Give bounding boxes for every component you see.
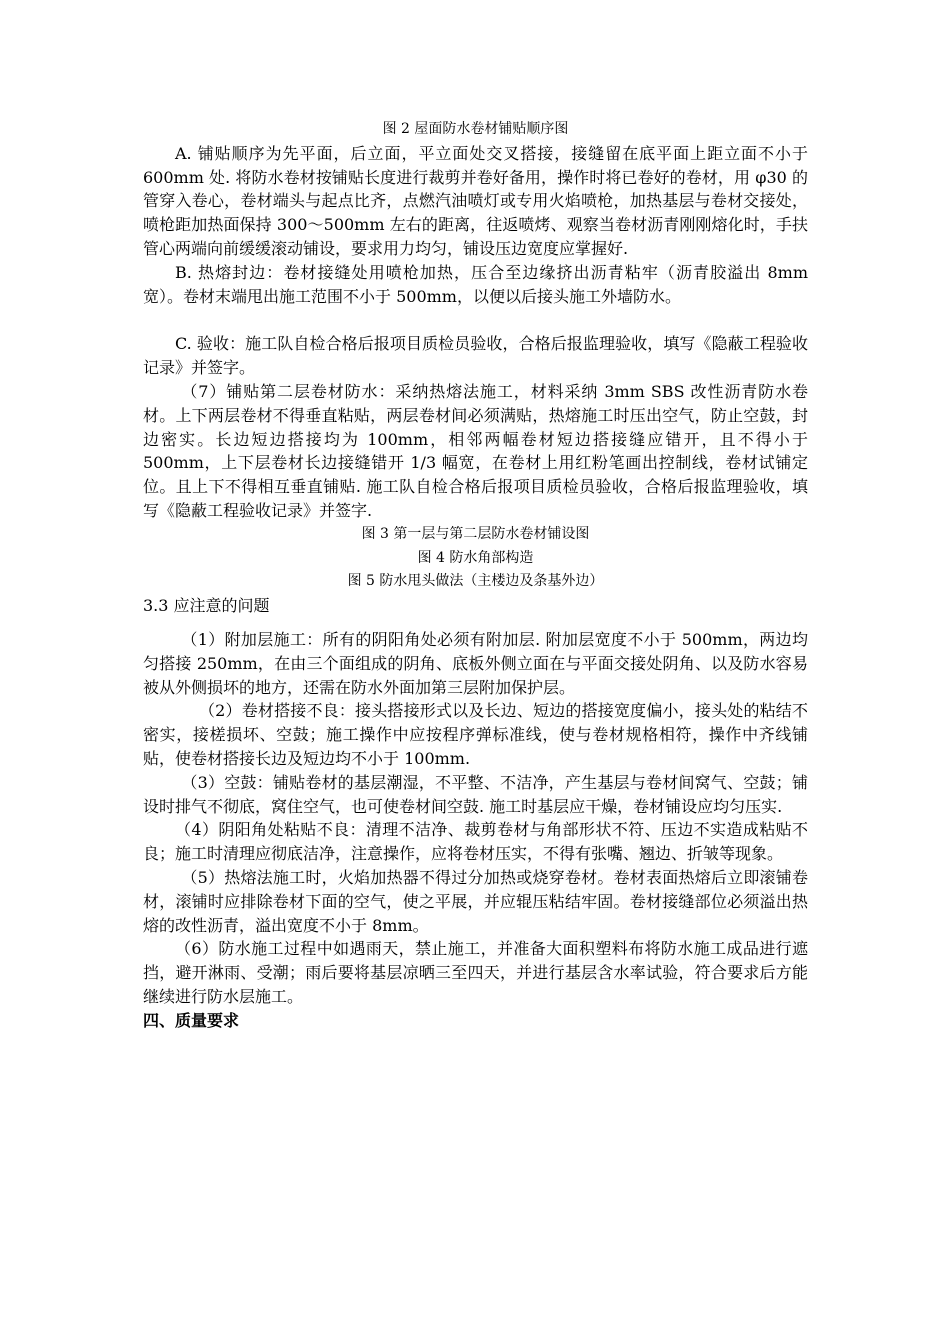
paragraph-7: （7）铺贴第二层卷材防水：采纳热熔法施工，材料采纳 3mm SBS 改性沥青防水卷材。上下两层卷材不得垂直粘贴，两层卷材间必须满贴，热熔施工时压出空气，防止空鼓，封边密实。长边短边搭接均为 100mm，相邻两幅卷材短边搭接缝应错开，且不得小于 500mm，上下层卷材长边接缝错开 1/3 幅宽，在卷材上用红粉笔画出控制线，卷材试铺定位。且上下不得相互垂直铺贴. 施工队自检合格后报项目质检员验收，合格后报监理验收，填写《隐蔽工程验收记录》并签字. (143, 381, 808, 520)
list-item-4: （4）阴阳角处粘贴不良：清理不洁净、裁剪卷材与角部形状不符、压边不实造成粘贴不良；施工时清理应彻底洁净，注意操作，应将卷材压实，不得有张嘴、翘边、折皱等现象。 (143, 820, 808, 864)
blank-line (143, 308, 808, 332)
list-item-6: （6）防水施工过程中如遇雨天，禁止施工，并准备大面积塑料布将防水施工成品进行遮挡，避开淋雨、受潮；雨后要将基层凉晒三至四天，并进行基层含水率试验，符合要求后方能继续进行防水层施工。 (143, 939, 808, 1006)
figure-2-caption: 图 2 屋面防水卷材铺贴顺序图 (382, 121, 569, 137)
spacer (143, 618, 808, 628)
paragraph-c: C. 验收：施工队自检合格后报项目质检员验收，合格后报监理验收，填写《隐蔽工程验收记录》并签字。 (143, 334, 808, 378)
section-3-3-heading: 3.3 应注意的问题 (143, 596, 270, 616)
figure-5-caption: 图 5 防水甩头做法（主楼边及条基外边） (347, 573, 604, 590)
figure-3-caption: 图 3 第一层与第二层防水卷材铺设图 (361, 525, 590, 542)
section-4-heading: 四、质量要求 (143, 1010, 240, 1030)
list-item-5: （5）热熔法施工时，火焰加热器不得过分加热或烧穿卷材。卷材表面热熔后立即滚铺卷材，滚铺时应排除卷材下面的空气，使之平展，并应辊压粘结牢固。卷材接缝部位必须溢出热熔的改性沥青，溢出宽度不小于 8mm。 (143, 867, 808, 935)
list-item-3: （3）空鼓：铺贴卷材的基层潮湿，不平整、不洁净，产生基层与卷材间窝气、空鼓；铺设时排气不彻底，窝住空气，也可使卷材间空鼓. 施工时基层应干燥，卷材铺设应均匀压实. (143, 772, 808, 816)
figure-4-caption: 图 4 防水角部构造 (417, 549, 534, 566)
list-item-2: （2）卷材搭接不良：接头搭接形式以及长边、短边的搭接宽度偏小，接头处的粘结不密实，接槎损坏、空鼓；施工操作中应按程序弹标准线，使与卷材规格相符，操作中齐线铺贴，使卷材搭接长边及短边均不小于 100mm. (143, 701, 808, 768)
paragraph-b: B. 热熔封边：卷材接缝处用喷枪加热，压合至边缘挤出沥青粘牢（沥青胶溢出 8mm 宽）。卷材末端甩出施工范围不小于 500mm，以便以后接头施工外墙防水。 (143, 262, 808, 306)
document-page (143, 118, 808, 1032)
list-item-1: （1）附加层施工：所有的阴阳角处必须有附加层. 附加层宽度不小于 500mm，两边均匀搭接 250mm，在由三个面组成的阴角、底板外侧立面在与平面交接处阴角、以及防水容易被从外侧损坏的地方，还需在防水外面加第三层附加保护层。 (143, 629, 808, 697)
paragraph-a: A. 铺贴顺序为先平面，后立面，平立面处交叉搭接，接缝留在底平面上距立面不小于 600mm 处. 将防水卷材按铺贴长度进行裁剪并卷好备用，操作时将已卷好的卷材，用 φ30 的管穿入卷心，卷材端头与起点比齐，点燃汽油喷灯或专用火焰喷枪，加热基层与卷材交接处，喷枪距加热面保持 300～500mm 左右的距离，往返喷烤、观察当卷材沥青刚刚熔化时，手扶管心两端向前缓缓滚动铺设，要求用力均匀，铺设压边宽度应掌握好. (143, 143, 808, 258)
